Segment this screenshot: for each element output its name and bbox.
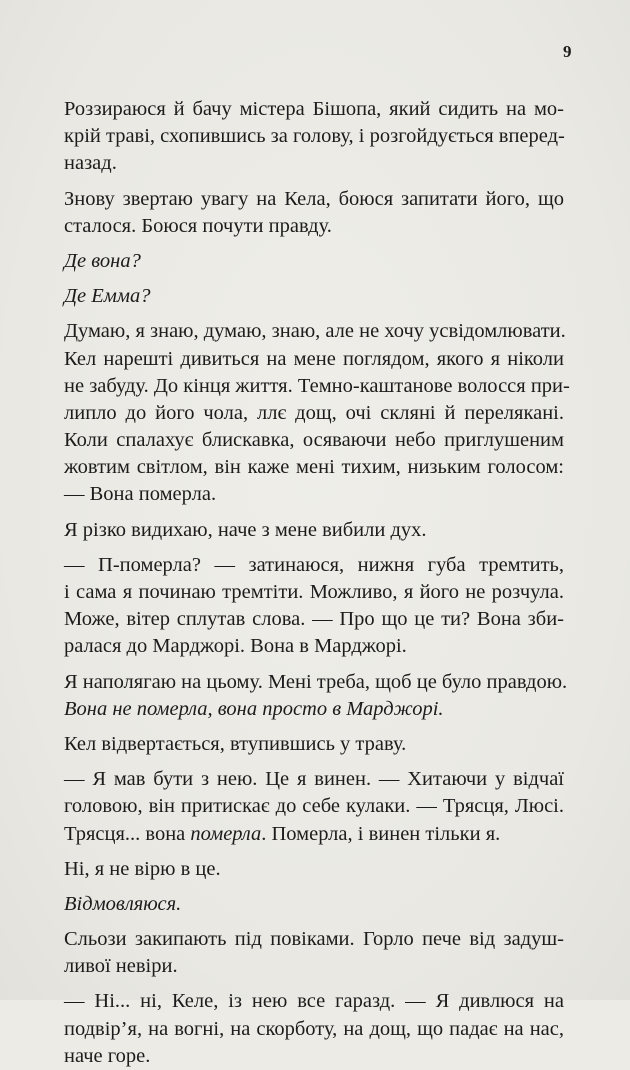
paragraph — [64, 552, 564, 661]
text-line: Кел відвертається, втупившись у траву. — [64, 732, 407, 755]
text-line: Ні, я не вірю в це. — [64, 857, 221, 880]
text-line: Де Емма? — [64, 285, 151, 308]
text-line: Я різко видихаю, наче з мене вибили дух. — [64, 518, 427, 541]
text-line: — П-померла? — затинаюся, нижня губа тремтить, — [64, 553, 564, 576]
text-line: сталося. Боюся почути правду. — [64, 214, 332, 237]
text-line: Знову звертаю увагу на Кела, боюся запитати його, що — [64, 187, 564, 210]
paragraph-gap — [64, 918, 564, 926]
paragraph — [64, 517, 564, 544]
paragraph — [64, 96, 564, 178]
paragraph-gap — [64, 980, 564, 988]
text-line: наче горе. — [64, 1044, 151, 1067]
text-line: ливої невіри. — [64, 955, 178, 978]
text-line: Може, вітер сплутав слова. — Про що це ти? Вона зби- — [64, 608, 564, 631]
text-line: — Ні... ні, Келе, із нею все гаразд. — Я дивлюся на — [64, 990, 564, 1013]
text-line: Вона не померла, вона просто в Марджорі. — [64, 697, 444, 720]
text-line: ралася до Марджорі. Вона в Марджорі. — [64, 635, 407, 658]
text-line: Коли спалахує блискавка, осяваючи небо приглушеним — [64, 429, 564, 452]
body-text — [64, 96, 570, 1070]
paragraph-gap — [64, 240, 564, 248]
text-line: — Я мав бути з нею. Це я винен. — Хитаючи у відчаї — [64, 768, 564, 791]
text-line: Я наполягаю на цьому. Мені треба, щоб це було правдою. — [64, 670, 568, 693]
paragraph-gap — [64, 883, 564, 891]
paragraph — [64, 988, 564, 1070]
text-line: подвір’я, на вогні, на скорботу, на дощ, що падає на нас, — [64, 1017, 564, 1040]
text-line: головою, він притискає до себе кулаки. — Трясця, Люсі. — [64, 795, 564, 818]
paragraph — [64, 856, 564, 883]
page-number: 9 — [563, 42, 572, 61]
paragraph — [64, 248, 564, 275]
paragraph-gap — [64, 509, 564, 517]
paragraph-gap — [64, 310, 564, 318]
paragraph-gap — [64, 661, 564, 669]
text-line: Відмовляюся. — [64, 892, 182, 915]
text-line: Трясця... вона померла. Померла, і винен тільки я. — [64, 822, 501, 845]
paragraph — [64, 186, 564, 240]
paragraph — [64, 766, 564, 848]
paragraph — [64, 283, 564, 310]
text-line: крій траві, схопившись за голову, і розгойдується вперед- — [64, 125, 565, 148]
paragraph-gap — [64, 275, 564, 283]
text-line: жовтим світлом, він каже мені тихим, низьким голосом: — [64, 456, 564, 479]
paragraph — [64, 926, 564, 980]
text-line: липло до його чола, ллє дощ, очі скляні й перелякані. — [64, 401, 564, 424]
text-line: назад. — [64, 152, 117, 175]
text-line: — Вона померла. — [64, 483, 217, 506]
text-line: і сама я починаю тремтіти. Можливо, я його не розчула. — [64, 581, 564, 603]
paragraph-gap — [64, 178, 564, 186]
text-line: Сльози закипають під повіками. Горло пече від задуш- — [64, 928, 564, 951]
text-line: Роззираюся й бачу містера Бішопа, який сидить на мо- — [64, 98, 564, 120]
paragraph — [64, 891, 564, 918]
paragraph — [64, 731, 564, 758]
text-line: Думаю, я знаю, думаю, знаю, але не хочу усвідомлювати. — [64, 320, 566, 343]
text-line: не забуду. До кінця життя. Темно-каштанове волосся при- — [64, 374, 570, 397]
paragraph-gap — [64, 544, 564, 552]
text-line: Кел нарешті дивиться на мене поглядом, якого я ніколи — [64, 347, 564, 370]
paragraph-gap — [64, 848, 564, 856]
paragraph — [64, 669, 568, 723]
text-line: Де вона? — [64, 249, 141, 272]
paragraph — [64, 318, 570, 508]
paragraph-gap — [64, 723, 564, 731]
paragraph-gap — [64, 758, 564, 766]
